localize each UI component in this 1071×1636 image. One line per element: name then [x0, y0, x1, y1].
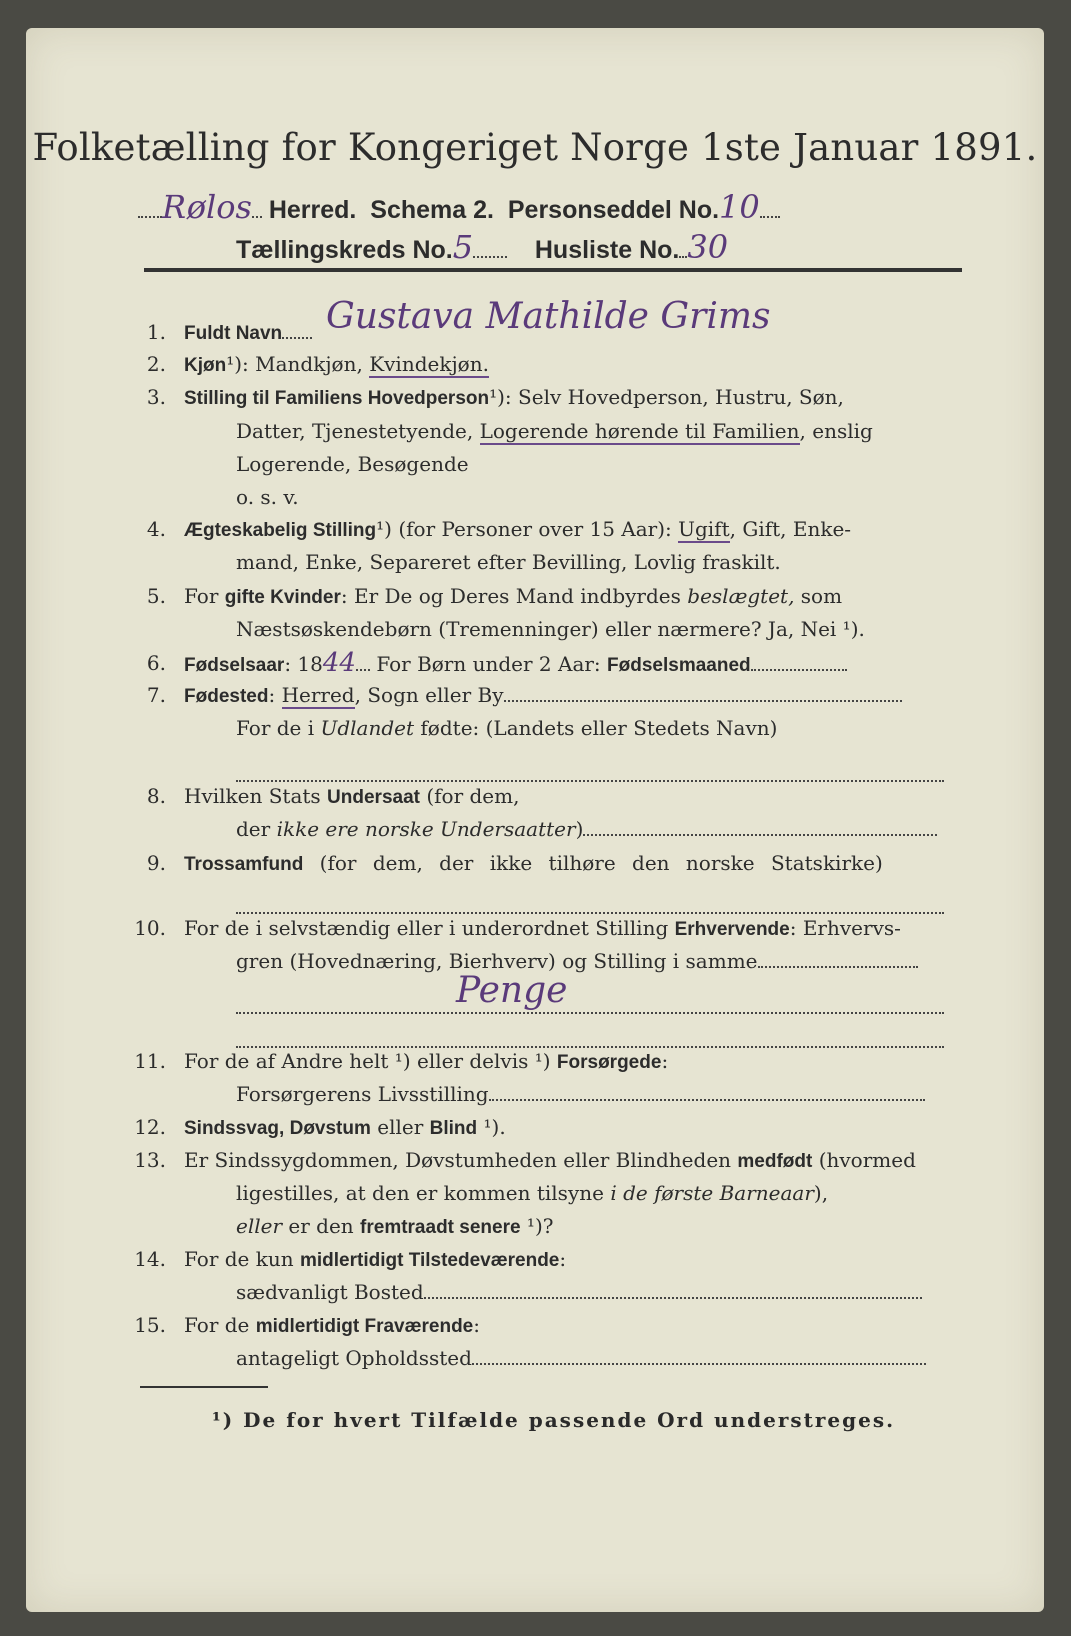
kreds-label: Tællingskreds No. — [236, 236, 453, 264]
item-label: Forsørgede — [556, 1052, 662, 1073]
item-3-line-4: o. s. v. — [236, 485, 299, 509]
item-text: : Erhvervs- — [789, 916, 901, 940]
schema-label: Schema 2. — [370, 196, 494, 224]
item-text: For — [184, 584, 225, 608]
item-text: : — [473, 1313, 480, 1337]
item-text-italic: ikke ere norske Undersaatter — [276, 817, 576, 841]
item-7-line-2 — [236, 711, 777, 745]
item-text: ligestilles, at den er kommen tilsyne — [236, 1181, 611, 1205]
birth-year-handwritten: 44 — [322, 648, 356, 678]
item-text: : — [661, 1049, 669, 1073]
item-number: 2. — [146, 352, 166, 376]
item-text: (hvormed — [812, 1148, 916, 1172]
full-name-handwritten: Gustava Mathilde Grims — [326, 296, 771, 337]
item-text: (for dem, — [419, 784, 520, 808]
underlined-choice: Ugift — [678, 517, 730, 541]
item-text: For Børn under 2 Aar: — [369, 652, 608, 676]
footnote: ¹) De for hvert Tilfælde passende Ord understreges. — [212, 1408, 896, 1432]
underlined-choice: Kvindekjøn. — [369, 352, 489, 376]
item-text: : Er De og Deres Mand indbyrdes — [340, 584, 688, 608]
item-text: gren (Hovednæring, Bierhverv) og Stilling i samme — [236, 949, 758, 973]
underlined-choice: Herred — [281, 683, 355, 707]
item-text: For de af Andre helt ¹) eller delvis ¹) — [184, 1049, 557, 1073]
occupation-handwritten: Penge — [456, 970, 568, 1011]
item-13-line-3 — [236, 1209, 553, 1245]
item-number: 1. — [146, 320, 166, 344]
item-text: , Gift, Enke- — [729, 517, 852, 541]
item-text: ¹): Selv Hovedperson, Hustru, Søn, — [489, 385, 844, 409]
item-14-line-2 — [236, 1275, 922, 1309]
header-rule — [144, 268, 962, 272]
item-label: fremtraadt senere — [360, 1217, 521, 1238]
item-number: 14. — [134, 1247, 166, 1271]
item-text: : — [559, 1247, 567, 1271]
item-text: For de i selvstændig eller i underordnet Stilling — [184, 916, 675, 940]
item-label: gifte Kvinder — [224, 587, 341, 608]
item-4-line-2: mand, Enke, Separeret efter Bevilling, Lovlig fraskilt. — [236, 550, 781, 574]
item-label: Trossamfund — [184, 854, 304, 875]
item-number: 15. — [134, 1313, 166, 1337]
item-text: ¹) (for Personer over 15 Aar): — [376, 517, 679, 541]
item-number: 9. — [146, 851, 166, 875]
herred-row — [138, 188, 780, 226]
item-number: 8. — [146, 784, 166, 808]
item-text: For de i — [236, 716, 321, 740]
item-text: er den — [282, 1214, 361, 1238]
item-number: 11. — [134, 1049, 166, 1073]
item-text: fødte: (Landets eller Stedets Navn) — [414, 716, 778, 740]
item-label: Fødselsaar — [184, 655, 285, 676]
item-3-line-2 — [236, 414, 873, 448]
fill-line — [236, 1012, 944, 1014]
item-text-italic: i de første Barneaar — [610, 1181, 814, 1205]
footnote-rule — [140, 1386, 268, 1388]
personseddel-label: Personseddel No. — [507, 196, 720, 224]
item-text: ) — [575, 817, 584, 841]
item-label: Fødested — [184, 686, 269, 707]
item-label: Erhvervende — [674, 919, 790, 940]
item-text: ¹)? — [520, 1214, 554, 1238]
item-text: ¹): Mandkjøn, — [226, 352, 370, 376]
item-label: Blind — [429, 1118, 478, 1139]
item-text: ¹). — [477, 1115, 506, 1139]
item-number: 6. — [146, 651, 166, 675]
item-text: ), — [813, 1181, 829, 1205]
item-number: 3. — [146, 385, 166, 409]
item-text: der — [236, 817, 277, 841]
item-label: Stilling til Familiens Hovedperson — [184, 388, 490, 409]
item-text: Forsørgerens Livsstilling — [236, 1082, 489, 1106]
underlined-choice: Logerende hørende til Familien — [479, 419, 800, 443]
husliste-label: Husliste No. — [534, 236, 680, 264]
item-number: 5. — [146, 584, 166, 608]
item-text: Datter, Tjenestetyende, — [236, 419, 480, 443]
item-15-line-2 — [236, 1341, 926, 1375]
item-13-line-2 — [236, 1176, 828, 1210]
census-form-page — [26, 28, 1044, 1612]
item-label: medfødt — [737, 1151, 813, 1172]
item-text: (for dem, der ikke tilhøre den norske Statskirke) — [303, 851, 883, 875]
item-text: For de — [184, 1313, 256, 1337]
item-number: 13. — [134, 1148, 166, 1172]
item-label: Undersaat — [327, 787, 420, 808]
item-number: 12. — [134, 1115, 166, 1139]
item-label: Fødselsmaaned — [607, 655, 751, 676]
item-text: : — [268, 683, 282, 707]
item-11-line-2 — [236, 1077, 925, 1111]
item-text: , Sogn eller By — [354, 683, 504, 707]
item-text-italic: beslægtet, — [687, 584, 795, 608]
form-title: Folketælling for Kongeriget Norge 1ste Januar 1891. — [32, 126, 1038, 169]
item-number: 7. — [146, 683, 166, 707]
item-3-line-3: Logerende, Besøgende — [236, 452, 469, 476]
item-text: : 18 — [284, 652, 323, 676]
husliste-number: 30 — [687, 228, 729, 266]
personseddel-number: 10 — [719, 188, 760, 226]
kreds-number: 5 — [452, 228, 474, 266]
item-text: som — [794, 584, 843, 608]
herred-handwritten: Rølos — [162, 188, 252, 226]
item-text-italic: Udlandet — [320, 716, 415, 740]
item-label: midlertidigt Tilstedeværende — [299, 1250, 560, 1271]
item-8-line-2 — [236, 812, 937, 846]
item-text: Er Sindssygdommen, Døvstumheden eller Blindheden — [184, 1148, 738, 1172]
item-text-italic: eller — [236, 1214, 283, 1238]
item-label: midlertidigt Fraværende — [255, 1316, 474, 1337]
item-label: Sindssvag, Døvstum — [184, 1118, 371, 1139]
item-label: Ægteskabelig Stilling — [184, 520, 377, 541]
item-text: For de kun — [184, 1247, 300, 1271]
item-number: 10. — [134, 916, 166, 940]
item-text: , enslig — [799, 419, 873, 443]
item-text: antageligt Opholdssted — [236, 1346, 472, 1370]
herred-label: Herred. — [268, 196, 357, 224]
item-number: 4. — [146, 517, 166, 541]
kreds-row — [236, 228, 728, 266]
item-text: eller — [370, 1115, 430, 1139]
item-label: Fuldt Navn — [184, 323, 283, 344]
item-text: Hvilken Stats — [184, 784, 328, 808]
item-label: Kjøn — [184, 355, 227, 376]
item-10-line-2 — [236, 944, 918, 978]
item-text: sædvanligt Bosted — [236, 1280, 424, 1304]
item-5-line-2: Næstsøskendebørn (Tremenninger) eller nærmere? Ja, Nei ¹). — [236, 617, 865, 641]
